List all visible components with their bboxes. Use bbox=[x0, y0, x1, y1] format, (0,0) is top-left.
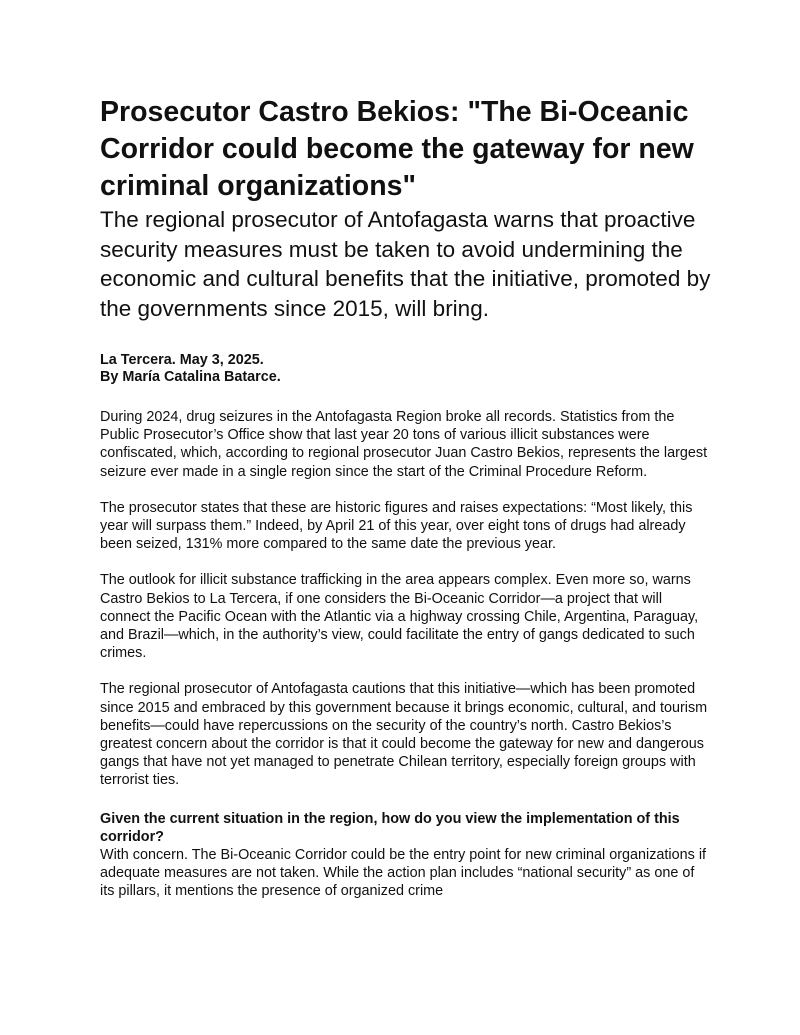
body-paragraph: The regional prosecutor of Antofagasta cautions that this initiative—which has been promoted since 2015 and embraced by this government because it brings economic, cultural, and tourism benefits—could have repercussions on the security of the country’s north. Castro Bekios’s greatest concern about the corridor is that it could become the gateway for new and dangerous gangs that have not yet managed to penetrate Chilean territory, especially foreign groups with terrorist ties. bbox=[100, 681, 708, 789]
body-paragraph: During 2024, drug seizures in the Antofagasta Region broke all records. Statistics from the Public Prosecutor’s Office show that last year 20 tons of various illicit substances were confiscated, which, according to regional prosecutor Juan Castro Bekios, represents the largest seizure ever made in a single region since the start of the Criminal Procedure Reform. bbox=[100, 409, 708, 480]
byline bbox=[100, 352, 712, 386]
body-paragraph: The prosecutor states that these are historic figures and raises expectations: “Most likely, this year will surpass them.” Indeed, by April 21 of this year, over eight tons of drugs had already been seized, 131% more compared to the same date the previous year. bbox=[100, 499, 693, 553]
article bbox=[100, 94, 712, 901]
author: By María Catalina Batarce. bbox=[100, 369, 281, 385]
article-headline: Prosecutor Castro Bekios: "The Bi-Oceanic Corridor could become the gateway for new criminal organizations" bbox=[100, 96, 694, 202]
interview-answer: With concern. The Bi-Oceanic Corridor could be the entry point for new criminal organizations if adequate measures are not taken. While the action plan includes “national security” as one of its pillars, it mentions the presence of organized crime bbox=[100, 847, 707, 900]
article-subheadline: The regional prosecutor of Antofagasta warns that proactive security measures must be taken to avoid undermining the economic and cultural benefits that the initiative, promoted by the governments since 2015, will bring. bbox=[100, 207, 711, 321]
interview-question: Given the current situation in the region, how do you view the implementation of this corridor? bbox=[100, 810, 680, 845]
body-paragraph: The outlook for illicit substance trafficking in the area appears complex. Even more so, warns Castro Bekios to La Tercera, if one considers the Bi-Oceanic Corridor—a project that will connect the Pacific Ocean with the Atlantic via a highway crossing Chile, Argentina, Paraguay, and Brazil—which, in the authority’s view, could facilitate the entry of gangs dedicated to such crimes. bbox=[100, 572, 699, 662]
source-date: La Tercera. May 3, 2025. bbox=[100, 352, 264, 368]
